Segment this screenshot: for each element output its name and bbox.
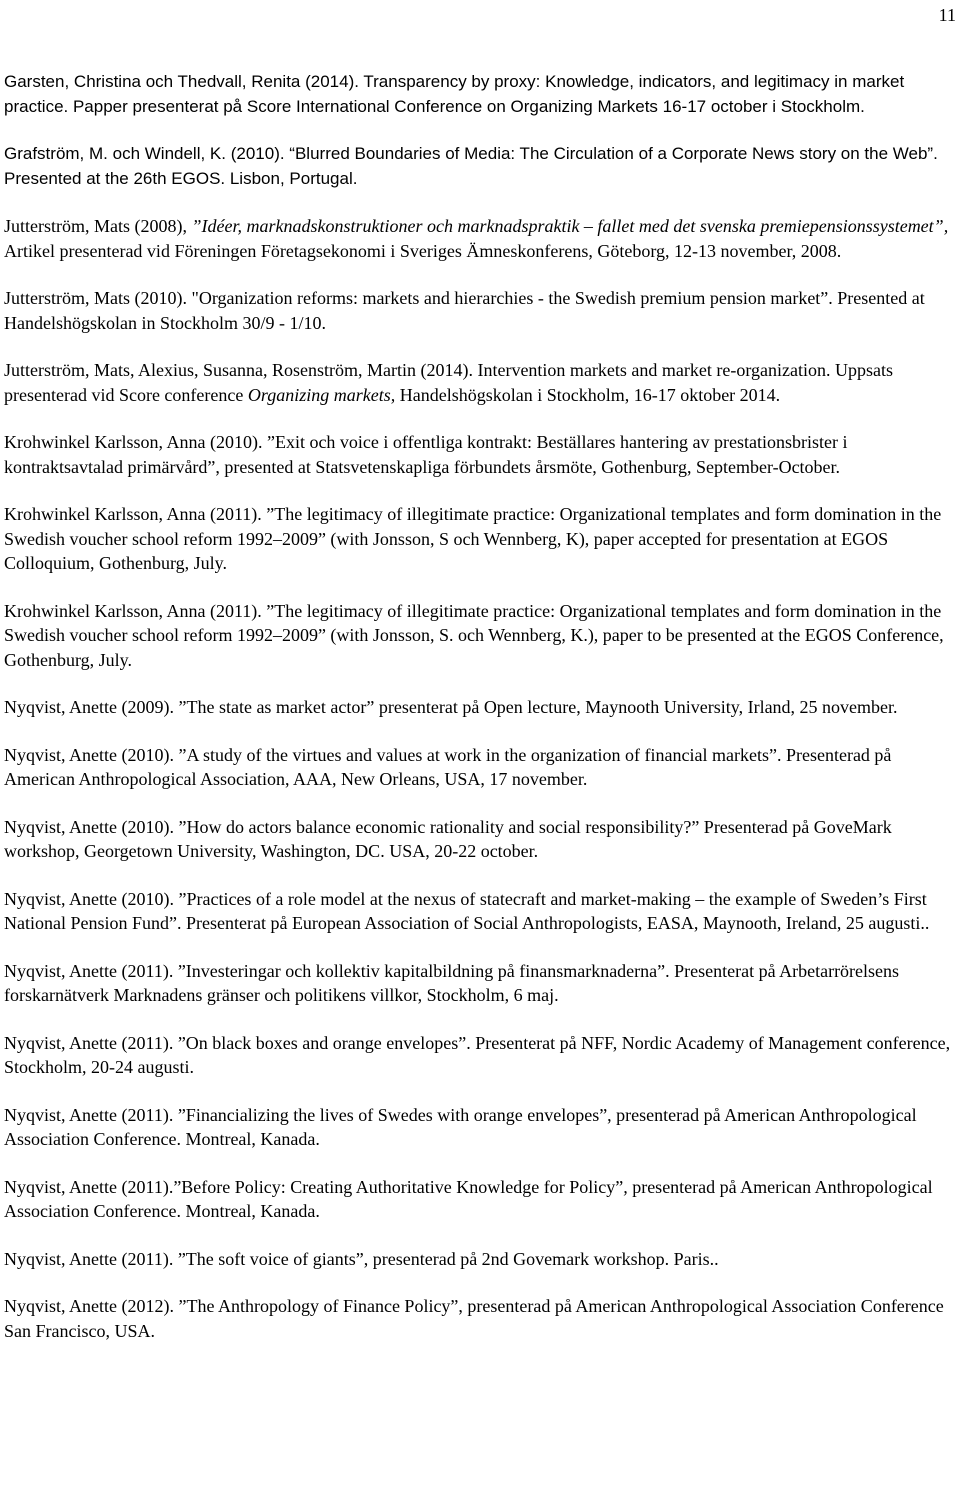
reference-text: Nyqvist, Anette (2011). ”The soft voice of giants”, presenterad på 2nd Govemark workshop. Paris.. xyxy=(4,1248,719,1269)
page-number: 11 xyxy=(938,5,956,25)
reference-entry xyxy=(4,502,954,576)
reference-italic-text: , xyxy=(623,1176,628,1197)
reference-entry xyxy=(4,430,954,479)
reference-text: Nyqvist, Anette (2010). ”A study of the virtues and values at work in the organization of financial markets”. Presenterad på American Anthropological Association, AAA, New Orleans, USA, 17 november. xyxy=(4,744,892,789)
reference-text: Krohwinkel Karlsson, Anna (2010). ”Exit och voice i offentliga kontrakt: Beställares hantering av prestationsbrister i kontraktsavtalad primärvård”, presented at Statsvetenskapliga förbundets årsmöte, Gothenburg, September-October. xyxy=(4,432,848,477)
reference-text: Nyqvist, Anette (2011). ”Financializing the lives of Swedes with orange envelopes”, presenterad på American Anthropological Association Conference. Montreal, Kanada. xyxy=(4,1104,917,1149)
reference-entry xyxy=(4,599,954,673)
reference-entry xyxy=(4,887,954,936)
reference-text: Nyqvist, Anette (2009). ”The state as market actor” presenterat på Open lecture, Maynooth University, Irland, 25 november. xyxy=(4,697,898,717)
reference-text: Krohwinkel Karlsson, Anna (2011). ”The legitimacy of illegitimate practice: Organizational templates and form domination in the Swedish voucher school reform 1992–2009” (with Jonsson, S och Wennberg, K), paper accepted for presentation at EGOS Colloquium, Gothenburg, July. xyxy=(4,504,942,573)
reference-text: Nyqvist, Anette (2012). ”The Anthropology of Finance Policy”, presenterad på American Anthropological Association Conference San Francisco, USA. xyxy=(4,1296,944,1341)
reference-text: Krohwinkel Karlsson, Anna (2011). ”The legitimacy of illegitimate practice: Organizational templates and form domination in the Swedish voucher school reform 1992–2009” (with Jonsson, S. och Wennberg, K.), paper to be presented at the EGOS Conference, Gothenburg, July. xyxy=(4,600,944,670)
reference-text: Artikel presenterad vid Föreningen Företagsekonomi i Sveriges Ämneskonferens, Göteborg, 12-13 november, 2008. xyxy=(4,240,842,261)
reference-text: Nyqvist, Anette (2011).”Before Policy: Creating Authoritative Knowledge for Policy” xyxy=(4,1176,624,1197)
reference-text: Grafström, M. och Windell, K. (2010). “Blurred Boundaries of Media: The Circulation of a Corporate News story on the Web”. Presented at the 26th EGOS. Lisbon, Portugal. xyxy=(4,144,938,188)
reference-entry xyxy=(4,70,954,119)
reference-entry xyxy=(4,142,954,191)
reference-text: Jutterström, Mats (2008), xyxy=(4,216,192,236)
reference-text: Nyqvist, Anette (2011). ”On black boxes and orange envelopes”. Presenterat på NFF, Nordic Academy of Management conference, Stockholm, 20-24 augusti. xyxy=(4,1032,951,1077)
reference-text: Nyqvist, Anette (2011). ”Investeringar och kollektiv kapitalbildning på finansmarknaderna”. Presenterat på Arbetarrörelsens forskarnätverk Marknadens gränser och politikens villkor, Stockholm, 6 maj. xyxy=(4,960,900,1005)
reference-text: Jutterström, Mats (2010). "Organization reforms: markets and hierarchies - the Swedish premium pension market”. Presented at Handelshögskolan in Stockholm 30/9 - 1/10. xyxy=(4,288,925,333)
reference-entry xyxy=(4,1175,954,1224)
reference-text: Jutterström, Mats, Alexius, Susanna, Rosenström, Martin (2014). Intervention markets and market re-organization. Uppsats presenterad vid Score conference xyxy=(4,360,893,405)
reference-entry xyxy=(4,959,954,1008)
reference-text: Nyqvist, Anette (2010). ”Practices of a role model at the nexus of statecraft and market-making – the example of Sweden’s First National Pension Fund”. Presenterat på European Association of Social Anthropologists, EASA, Maynooth, Ireland, 25 augusti.. xyxy=(4,888,930,933)
reference-entry xyxy=(4,1294,954,1343)
reference-entry xyxy=(4,1247,954,1272)
reference-text: Garsten, Christina och Thedvall, Renita (2014). Transparency by proxy: Knowledge, indicators, and legitimacy in market practice. Papper presenterat på Score International Conference on Organizing Markets 16-17 october i Stockholm. xyxy=(4,72,905,116)
reference-list xyxy=(4,70,954,1366)
reference-text: Handelshögskolan i Stockholm, 16-17 oktober 2014. xyxy=(395,384,781,405)
reference-entry xyxy=(4,695,954,720)
reference-entry xyxy=(4,358,954,407)
reference-entry xyxy=(4,286,954,335)
reference-entry xyxy=(4,214,954,263)
reference-entry xyxy=(4,743,954,792)
reference-entry xyxy=(4,1031,954,1080)
reference-entry xyxy=(4,815,954,864)
reference-italic-text: Organizing markets, xyxy=(247,384,396,405)
reference-entry xyxy=(4,1103,954,1152)
reference-text: Nyqvist, Anette (2010). ”How do actors balance economic rationality and social responsibility?” Presenterad på GoveMark workshop, Georgetown University, Washington, DC. USA, 20-22 october. xyxy=(4,816,892,861)
reference-text: presenterad på American Anthropological Association Conference. Montreal, Kanada. xyxy=(4,1176,933,1221)
reference-italic-text: ”Idéer, marknadskonstruktioner och marknadspraktik – fallet med det svenska premiepensionssystemet”, xyxy=(191,216,949,236)
